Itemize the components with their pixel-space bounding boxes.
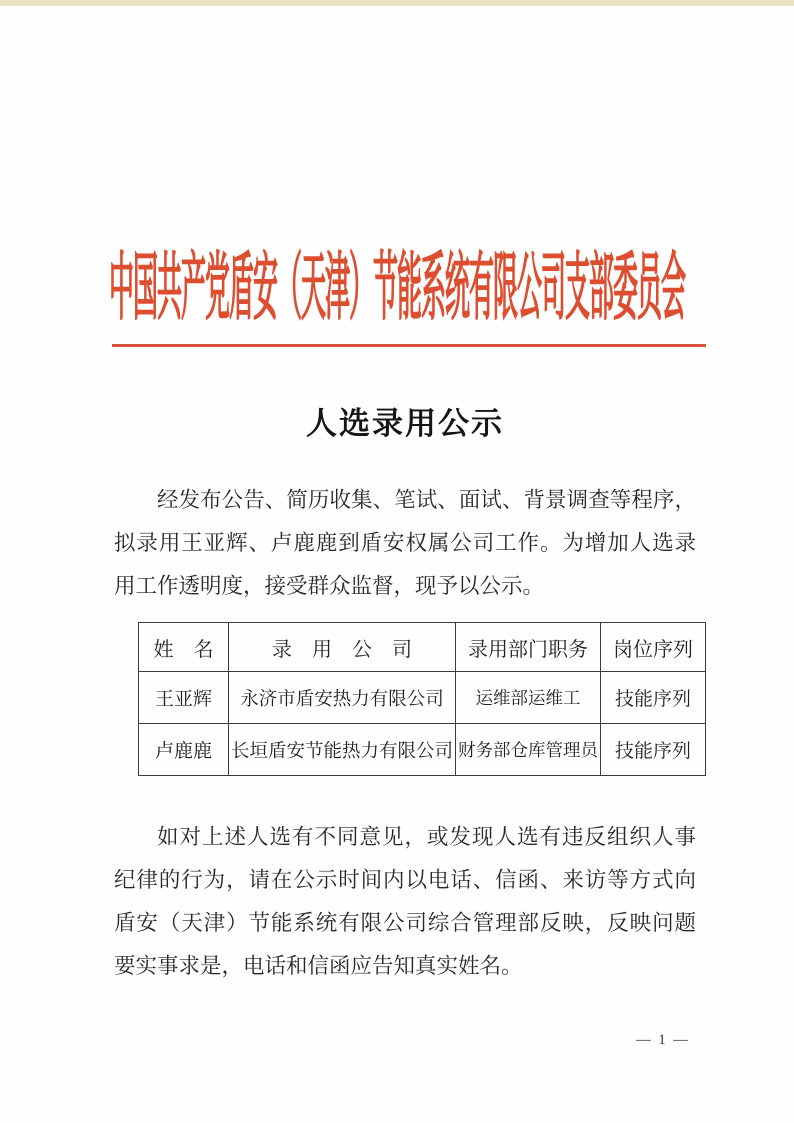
table-row [139,672,706,724]
cell-sequence: 技能序列 [601,672,706,724]
paragraph-line: 盾安（天津）节能系统有限公司综合管理部反映，反映问题 [114,911,696,935]
hire-roster-table [138,622,706,776]
cell-company: 长垣盾安节能热力有限公司 [229,724,456,776]
header-name: 姓 名 [139,623,229,672]
paragraph-line: 拟录用王亚辉、卢鹿鹿到盾安权属公司工作。为增加人选录 [114,531,696,555]
table-header-row [139,623,706,672]
letterhead-rule [112,344,706,347]
letterhead [97,230,697,331]
scan-edge-strip [0,0,794,6]
cell-dept-role: 运维部运维工 [456,672,601,724]
header-dept-role: 录用部门职务 [456,623,601,672]
cell-company: 永济市盾安热力有限公司 [229,672,456,724]
cell-dept-role: 财务部仓库管理员 [456,724,601,776]
paragraph-line: 用工作透明度，接受群众监督，现予以公示。 [114,574,545,598]
paragraph-line: 要实事求是，电话和信函应告知真实姓名。 [114,954,523,978]
cell-name: 卢鹿鹿 [139,724,229,776]
header-sequence: 岗位序列 [601,623,706,672]
cell-sequence: 技能序列 [601,724,706,776]
header-company: 录 用 公 司 [229,623,456,672]
paragraph-line: 如对上述人选有不同意见，或发现人选有违反组织人事 [157,825,696,849]
paragraph-line: 纪律的行为，请在公示时间内以电话、信函、来访等方式向 [114,868,696,892]
paragraph-line: 经发布公告、简历收集、笔试、面试、背景调查等程序， [157,488,696,512]
paragraph-intro [114,479,696,608]
page-number: — 1 — [636,1032,690,1048]
paragraph-feedback [114,816,696,988]
table-row [139,724,706,776]
cell-name: 王亚辉 [139,672,229,724]
letterhead-org-name: 中国共产党盾安（天津）节能系统有限公司支部委员会 [108,250,685,331]
document-title: 人选录用公示 [306,406,504,441]
